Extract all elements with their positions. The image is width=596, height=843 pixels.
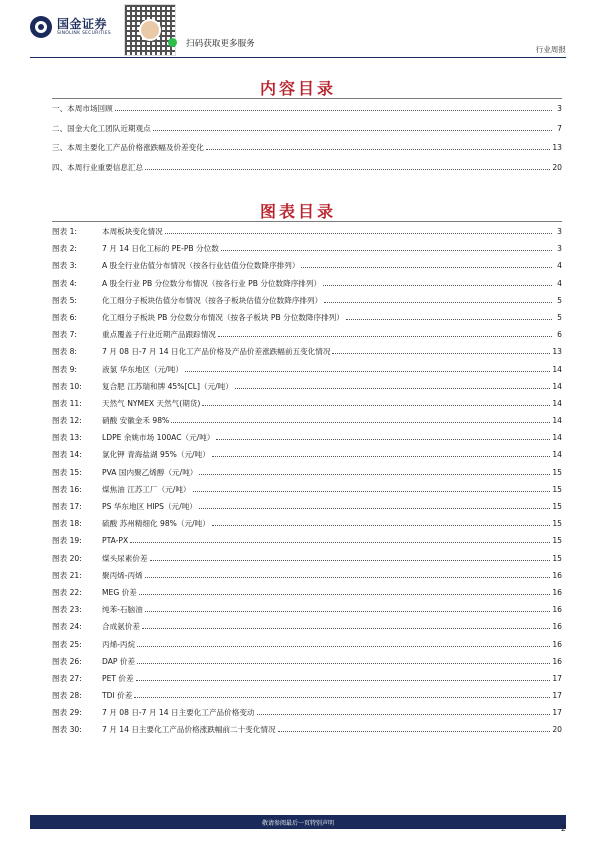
toc-entry-label: 7 月 14 日化工标的 PE-PB 分位数 — [102, 244, 219, 254]
toc-entry-label: 四、本周行业重要信息汇总 — [52, 162, 144, 172]
dot-leader — [193, 486, 551, 492]
figure-number: 图表 23: — [52, 605, 82, 615]
toc-entry-label: 氯化钾 青海盐湖 95%（元/吨） — [102, 450, 210, 460]
dot-leader — [323, 280, 552, 286]
toc-entry[interactable] — [52, 226, 562, 243]
toc-entry-page: 7 — [557, 123, 562, 133]
toc-entry-label: 7 月 08 日-7 月 14 日化工产品价格及产品价差涨跌幅前五变化情况 — [102, 347, 331, 357]
toc-entry-label: PTA-PX — [102, 536, 129, 546]
toc-entry-label: 复合肥 江苏瑞和牌 45%[CL]（元/吨） — [102, 381, 233, 391]
contents-title-divider — [52, 98, 562, 99]
dot-leader — [139, 589, 550, 595]
figure-number: 图表 10: — [52, 381, 82, 391]
toc-entry[interactable] — [52, 570, 562, 587]
toc-entry-page: 6 — [557, 330, 562, 340]
figures-list — [52, 226, 562, 742]
dot-leader — [130, 537, 550, 543]
toc-entry[interactable] — [52, 243, 562, 260]
figure-number: 图表 30: — [52, 725, 82, 735]
dot-leader — [212, 451, 551, 457]
dot-leader — [165, 228, 552, 234]
toc-entry-label: 二、国金大化工团队近期观点 — [52, 123, 151, 133]
toc-entry-label: 天然气 NYMEX 天然气(期货) — [102, 398, 201, 408]
toc-entry[interactable] — [52, 673, 562, 690]
toc-entry-label: A 股全行业估值分布情况（按各行业估值分位数降序排列） — [102, 261, 300, 271]
figure-number: 图表 4: — [52, 278, 77, 288]
dot-leader — [153, 125, 552, 131]
toc-entry-label: A 股全行业 PB 分位数分布情况（按各行业 PB 分位数降序排列） — [102, 278, 322, 288]
figure-number: 图表 29: — [52, 708, 82, 718]
header-divider — [30, 57, 566, 58]
qr-avatar — [139, 19, 161, 41]
toc-entry-label: 重点覆盖子行业近期产品跟踪情况 — [102, 330, 216, 340]
figure-number: 图表 5: — [52, 295, 77, 305]
toc-entry-label: 化工细分子板块 PB 分位数分布情况（按各子板块 PB 分位数降序排列） — [102, 312, 344, 322]
page-number: 2 — [560, 824, 566, 833]
toc-entry-page: 5 — [557, 312, 562, 322]
figure-number: 图表 27: — [52, 673, 82, 683]
dot-leader — [199, 469, 550, 475]
figure-number: 图表 28: — [52, 691, 82, 701]
figure-number: 图表 25: — [52, 639, 82, 649]
toc-entry[interactable] — [52, 381, 562, 398]
figure-number: 图表 12: — [52, 416, 82, 426]
figure-number: 图表 16: — [52, 484, 82, 494]
figure-number: 图表 7: — [52, 330, 77, 340]
toc-entry[interactable] — [52, 415, 562, 432]
toc-entry[interactable] — [52, 449, 562, 466]
figure-number: 图表 11: — [52, 398, 82, 408]
wechat-badge-icon — [168, 38, 177, 47]
toc-entry-label: 7 月 14 日主要化工产品价格涨跌幅前二十变化情况 — [102, 725, 276, 735]
brand-logo-icon — [30, 16, 52, 38]
footer-disclaimer: 敬请参阅最后一页特别声明 — [261, 820, 334, 827]
toc-entry-label: MEG 价差 — [102, 587, 137, 597]
dot-leader — [137, 658, 550, 664]
dot-leader — [142, 623, 550, 629]
dot-leader — [199, 503, 550, 509]
dot-leader — [301, 262, 552, 268]
toc-entry-page: 16 — [552, 622, 562, 632]
toc-entry-page: 13 — [552, 143, 562, 152]
toc-entry[interactable] — [52, 329, 562, 346]
toc-entry-label: LDPE 余姚市场 100AC（元/吨） — [102, 433, 215, 443]
figure-number: 图表 21: — [52, 570, 82, 580]
toc-entry-page: 15 — [552, 536, 562, 546]
dot-leader — [206, 144, 550, 150]
toc-entry-label: 本周板块变化情况 — [102, 227, 163, 236]
toc-entry[interactable] — [52, 724, 562, 741]
dot-leader — [136, 675, 551, 681]
toc-entry[interactable] — [52, 707, 562, 724]
toc-entry-page: 5 — [557, 295, 562, 305]
toc-entry[interactable] — [52, 295, 562, 312]
dot-leader — [332, 348, 550, 354]
dot-leader — [145, 606, 551, 612]
toc-entry-page: 14 — [552, 450, 562, 460]
brand-name-en: SINOLINK SECURITIES — [57, 30, 111, 36]
toc-entry-page: 15 — [552, 519, 562, 529]
toc-entry-page: 3 — [557, 104, 562, 113]
toc-entry[interactable] — [52, 142, 562, 162]
toc-entry-label: 一、本周市场回顾 — [52, 104, 113, 113]
dot-leader — [202, 400, 550, 406]
toc-entry[interactable] — [52, 656, 562, 673]
toc-entry-page: 20 — [552, 725, 562, 735]
dot-leader — [212, 520, 551, 526]
toc-entry-label: PS 华东地区 HIPS（元/吨） — [102, 502, 197, 511]
dot-leader — [346, 314, 552, 320]
dot-leader — [221, 245, 552, 251]
dot-leader — [216, 434, 550, 440]
figure-number: 图表 14: — [52, 450, 82, 460]
figure-number: 图表 19: — [52, 536, 82, 546]
dot-leader — [257, 709, 551, 715]
toc-entry[interactable] — [52, 103, 562, 123]
figure-number: 图表 24: — [52, 622, 82, 632]
toc-entry-page: 16 — [552, 639, 562, 649]
toc-entry[interactable] — [52, 346, 562, 363]
figure-number: 图表 17: — [52, 502, 82, 511]
toc-entry-page: 14 — [552, 433, 562, 443]
toc-entry-label: 化工细分子板块估值分布情况（按各子板块估值分位数降序排列） — [102, 295, 323, 305]
toc-entry-label: 硝酸 安徽金禾 98% — [102, 416, 170, 426]
dot-leader — [218, 331, 552, 337]
scan-caption: 扫码获取更多服务 — [186, 39, 255, 49]
toc-entry[interactable] — [52, 587, 562, 604]
figure-number: 图表 26: — [52, 656, 82, 666]
toc-entry-label: 聚丙烯-丙烯 — [102, 570, 143, 580]
toc-entry-page: 16 — [552, 656, 562, 666]
toc-entry[interactable] — [52, 518, 562, 535]
toc-entry[interactable] — [52, 123, 562, 143]
toc-entry[interactable] — [52, 312, 562, 329]
toc-entry[interactable] — [52, 467, 562, 484]
toc-entry[interactable] — [52, 604, 562, 621]
contents-list — [52, 103, 562, 181]
toc-entry-label: 合成氨价差 — [102, 622, 140, 632]
toc-entry-page: 20 — [552, 162, 562, 172]
figure-number: 图表 20: — [52, 553, 82, 563]
dot-leader — [145, 164, 550, 170]
toc-entry-label: PVA 国内聚乙烯醇（元/吨） — [102, 467, 198, 477]
toc-entry[interactable] — [52, 501, 562, 518]
toc-entry-label: 液氯 华东地区（元/吨） — [102, 364, 183, 374]
dot-leader — [150, 555, 551, 561]
toc-entry-page: 14 — [552, 416, 562, 426]
toc-entry-label: TDI 价差 — [102, 691, 133, 701]
toc-entry-page: 16 — [552, 587, 562, 597]
figure-number: 图表 22: — [52, 587, 82, 597]
figure-number: 图表 2: — [52, 244, 77, 254]
figure-number: 图表 13: — [52, 433, 82, 443]
figure-number: 图表 6: — [52, 312, 77, 322]
dot-leader — [278, 726, 551, 732]
toc-entry-page: 15 — [552, 553, 562, 563]
toc-entry-page: 16 — [552, 605, 562, 615]
toc-entry[interactable] — [52, 621, 562, 638]
toc-entry-label: 三、本周主要化工产品价格涨跌幅及价差变化 — [52, 143, 204, 152]
figure-number: 图表 18: — [52, 519, 82, 529]
toc-entry-page: 4 — [557, 261, 562, 271]
toc-entry[interactable] — [52, 484, 562, 501]
toc-entry[interactable] — [52, 260, 562, 277]
toc-entry[interactable] — [52, 398, 562, 415]
toc-entry-page: 14 — [552, 381, 562, 391]
dot-leader — [171, 417, 550, 423]
dot-leader — [324, 297, 552, 303]
brand-name-cn: 国金证券 — [57, 16, 108, 31]
report-type-label: 行业周报 — [535, 45, 566, 54]
toc-entry[interactable] — [52, 364, 562, 381]
toc-entry-label: PET 价差 — [102, 673, 134, 683]
toc-entry-page: 4 — [557, 278, 562, 288]
toc-entry-label: DAP 价差 — [102, 656, 136, 666]
toc-entry-page: 15 — [552, 467, 562, 477]
toc-entry-label: 硫酸 苏州精细化 98%（元/吨） — [102, 519, 210, 529]
toc-entry-label: 丙烯-丙烷 — [102, 639, 136, 649]
toc-entry-page: 14 — [552, 364, 562, 374]
figures-title: 图表目录 — [259, 202, 336, 221]
brand-logo — [30, 16, 111, 38]
dot-leader — [145, 572, 551, 578]
figure-number: 图表 8: — [52, 347, 77, 357]
toc-entry-page: 3 — [557, 227, 562, 236]
toc-entry-page: 13 — [552, 347, 562, 357]
figure-number: 图表 3: — [52, 261, 77, 271]
toc-entry-page: 17 — [552, 673, 562, 683]
figures-title-divider — [52, 221, 562, 222]
dot-leader — [137, 641, 550, 647]
toc-entry[interactable] — [52, 553, 562, 570]
toc-entry-page: 15 — [552, 502, 562, 511]
toc-entry[interactable] — [52, 535, 562, 552]
toc-entry-page: 17 — [552, 691, 562, 701]
toc-entry-label: 纯苯-石脑油 — [102, 605, 143, 615]
toc-entry-page: 17 — [552, 708, 562, 718]
toc-entry[interactable] — [52, 162, 562, 182]
page-header — [0, 0, 596, 58]
figure-number: 图表 15: — [52, 467, 82, 477]
toc-entry-label: 7 月 08 日-7 月 14 日主要化工产品价格变动 — [102, 708, 255, 718]
toc-entry[interactable] — [52, 639, 562, 656]
toc-entry-label: 煤焦油 江苏工厂（元/吨） — [102, 484, 191, 494]
toc-entry-page: 3 — [557, 244, 562, 254]
toc-entry-page: 16 — [552, 570, 562, 580]
toc-entry-page: 15 — [552, 484, 562, 494]
toc-entry-label: 煤头尿素价差 — [102, 553, 148, 563]
contents-title: 内容目录 — [259, 79, 336, 98]
figure-number: 图表 1: — [52, 227, 77, 236]
toc-entry[interactable] — [52, 278, 562, 295]
dot-leader — [134, 692, 550, 698]
toc-entry-page: 14 — [552, 398, 562, 408]
toc-entry[interactable] — [52, 432, 562, 449]
dot-leader — [185, 366, 550, 372]
dot-leader — [115, 105, 552, 111]
figure-number: 图表 9: — [52, 364, 77, 374]
toc-entry[interactable] — [52, 690, 562, 707]
dot-leader — [235, 383, 550, 389]
